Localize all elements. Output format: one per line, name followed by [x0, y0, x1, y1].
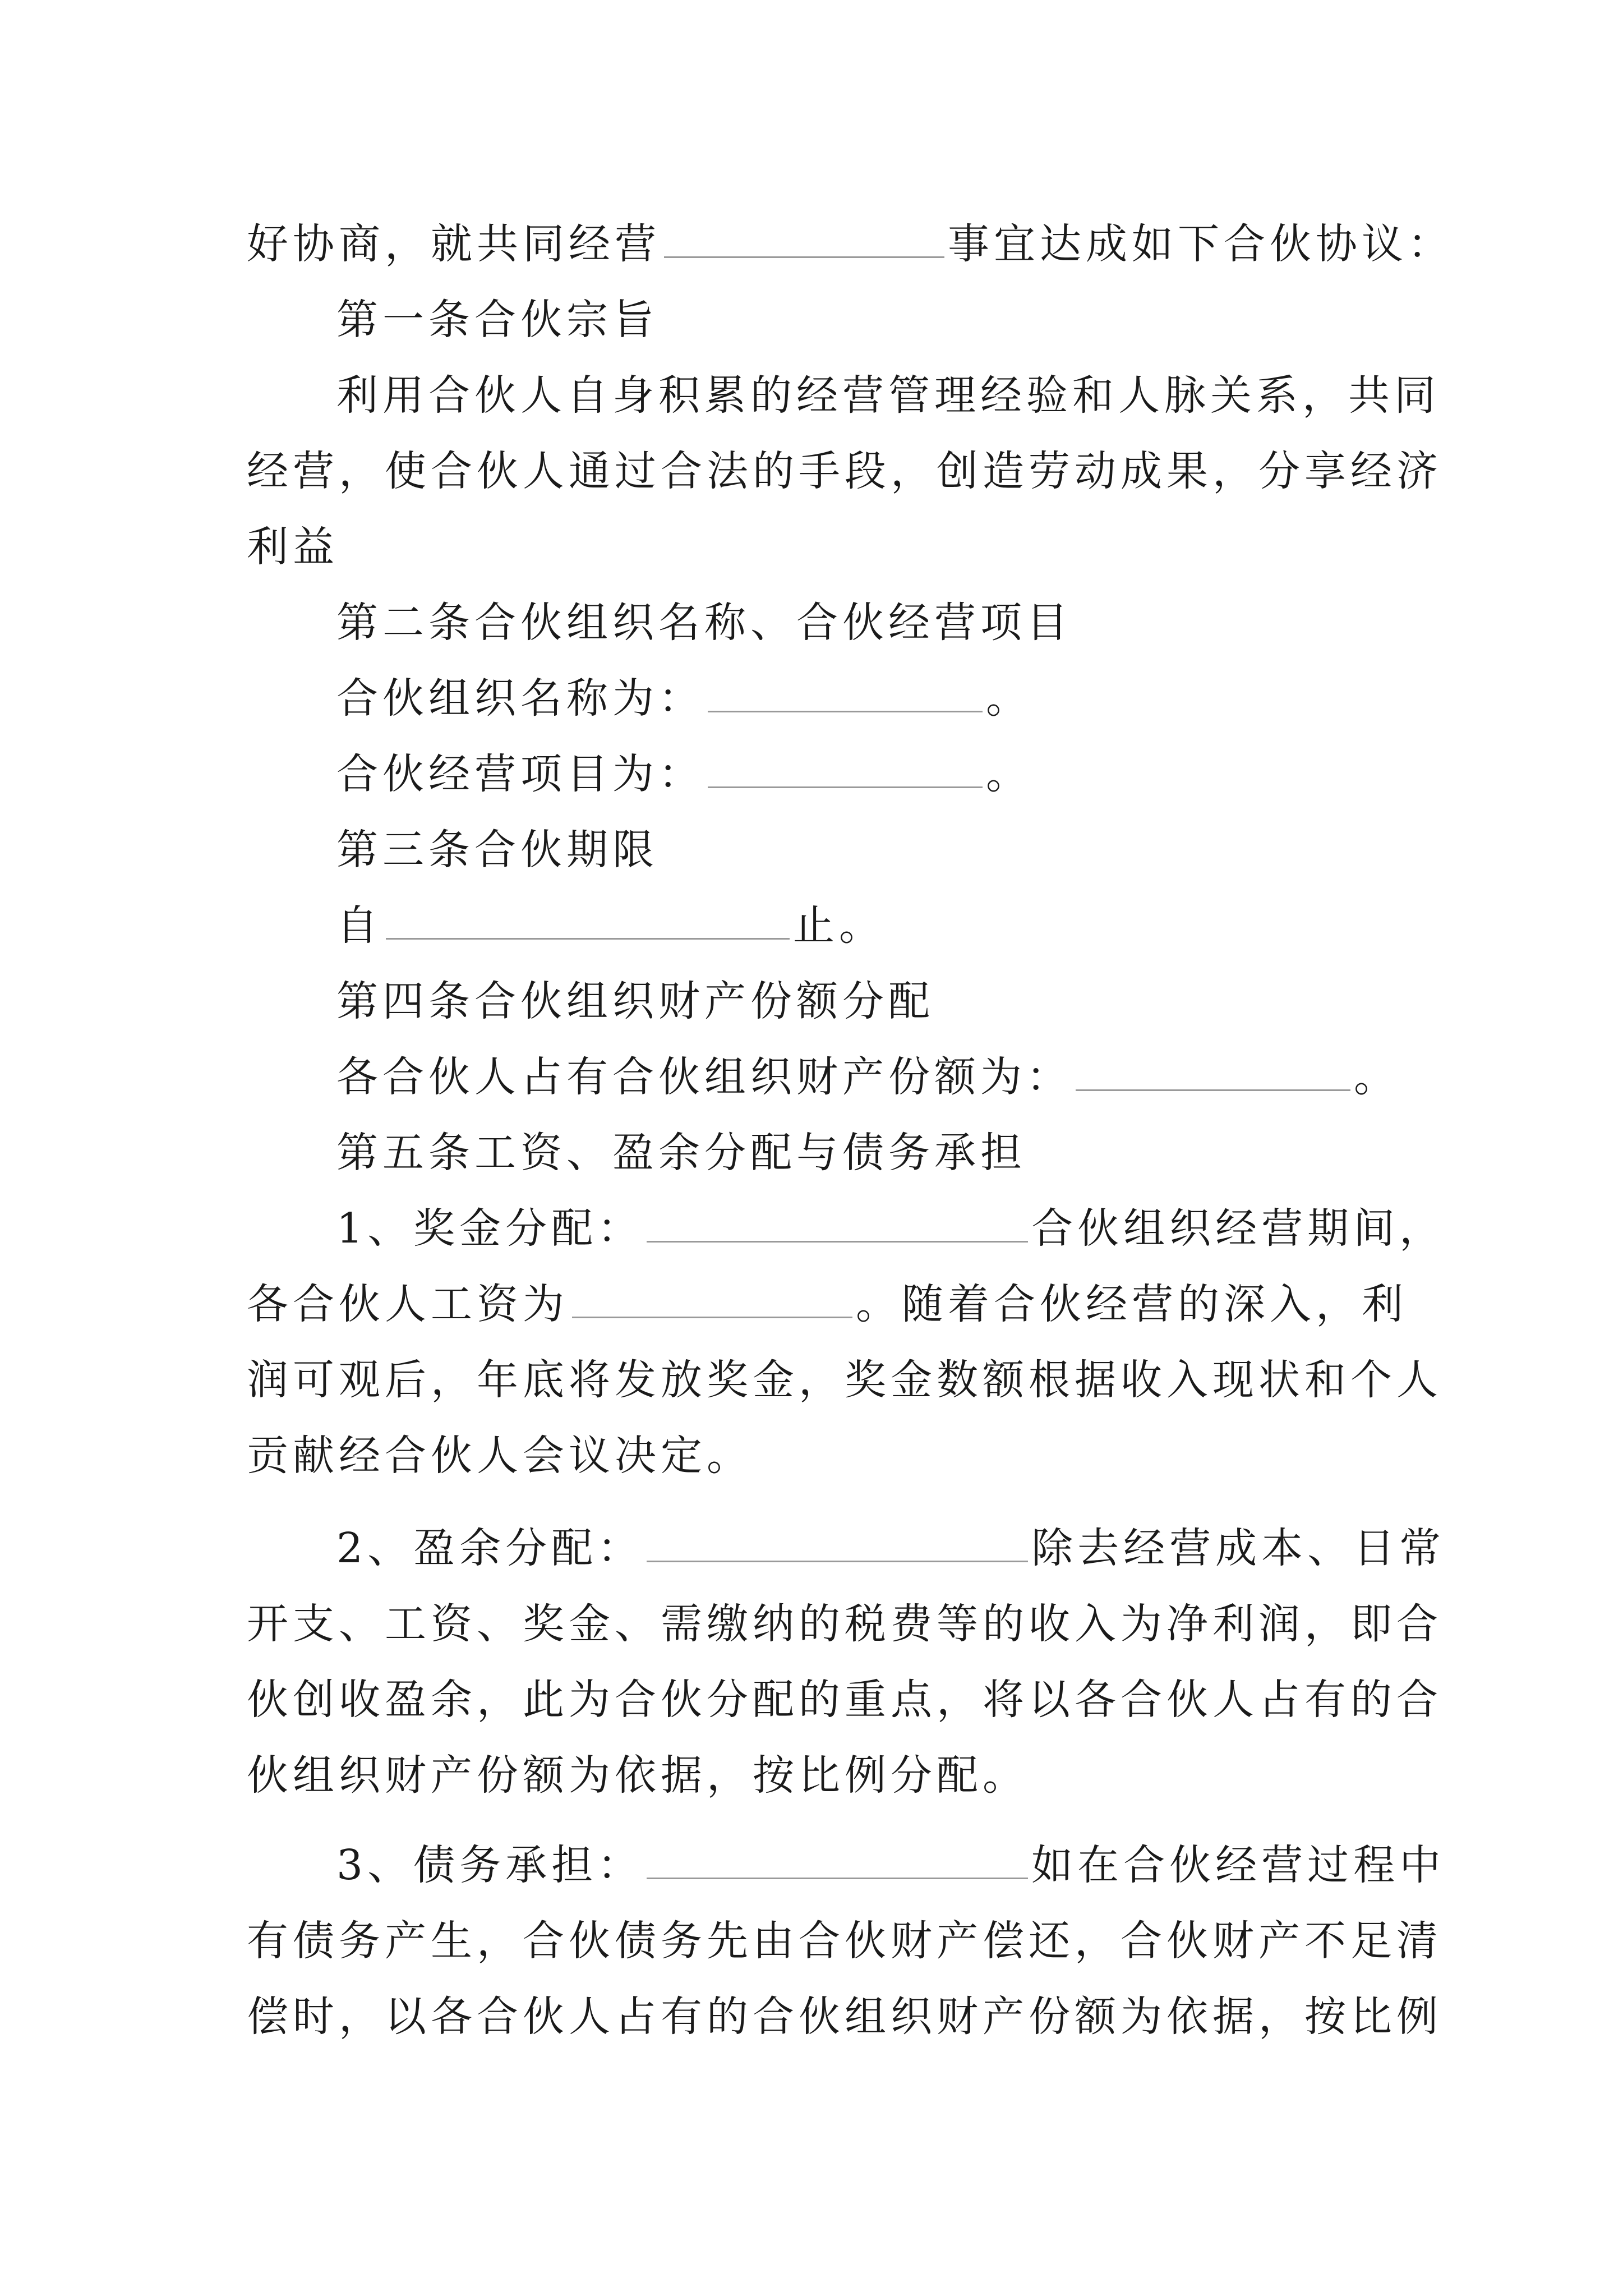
- fill-in-blank: [647, 1838, 1028, 1879]
- line-text: 润可观后，年底将发放奖金，奖金数额根据收入现状和个人: [247, 1356, 1442, 1404]
- fill-in-blank: [708, 671, 983, 712]
- fill-in-blank: [664, 217, 944, 258]
- line-text: 各合伙人占有合伙组织财产份额为：: [336, 1053, 1072, 1101]
- text-line: [336, 1509, 1445, 1588]
- line-text: 如在合伙经营过程中: [1031, 1841, 1446, 1889]
- line-text: 合伙组织名称为：: [336, 674, 704, 723]
- line-text: 。随着合伙经营的深入，利: [856, 1280, 1408, 1328]
- line-text: 伙组织财产份额为依据，按比例分配。: [247, 1751, 1029, 1800]
- fill-in-blank: [572, 1277, 852, 1318]
- line-text: 1、奖金分配：: [336, 1204, 644, 1253]
- line-text: 自: [336, 901, 382, 950]
- line-text: 止。: [793, 901, 885, 950]
- line-text: 。: [986, 674, 1032, 723]
- fill-in-blank: [647, 1521, 1028, 1562]
- line-text: 好协商，就共同经营: [247, 220, 661, 268]
- line-text: 利益: [247, 523, 339, 571]
- text-line: [247, 1416, 753, 1495]
- text-line: [336, 1038, 1400, 1116]
- line-text: 贡献经合伙人会议决定。: [247, 1432, 753, 1480]
- text-line: [247, 1265, 1408, 1343]
- clause-heading: [336, 1114, 1026, 1192]
- text-line: [336, 356, 1440, 435]
- text-line: [247, 1736, 1029, 1815]
- text-line: [247, 205, 1454, 283]
- text-line: [247, 508, 339, 586]
- line-text: 合伙组织经营期间，: [1031, 1204, 1446, 1253]
- line-text: 经营，使合伙人通过合法的手段，创造劳动成果，分享经济: [247, 447, 1442, 495]
- fill-in-blank: [647, 1202, 1028, 1243]
- line-text: 有债务产生，合伙债务先由合伙财产偿还，合伙财产不足清: [247, 1917, 1442, 1965]
- text-line: [247, 1660, 1442, 1739]
- clause-heading: [336, 962, 934, 1041]
- fill-in-blank: [1076, 1050, 1350, 1091]
- clause-heading-text: 第二条合伙组织名称、合伙经营项目: [336, 599, 1072, 647]
- fill-in-blank: [708, 747, 983, 788]
- text-line: [336, 1189, 1445, 1268]
- text-line: [247, 1977, 1442, 2056]
- line-text: 事宜达成如下合伙协议：: [948, 220, 1454, 268]
- text-line: [247, 432, 1442, 510]
- clause-heading: [336, 280, 658, 359]
- line-text: 3、债务承担：: [336, 1841, 644, 1889]
- line-text: 合伙经营项目为：: [336, 750, 704, 798]
- fill-in-blank: [386, 899, 790, 940]
- text-line: [336, 1826, 1445, 1904]
- clause-heading-text: 第五条工资、盈余分配与债务承担: [336, 1129, 1026, 1177]
- line-text: 各合伙人工资为: [247, 1280, 569, 1328]
- clause-heading-text: 第三条合伙期限: [336, 826, 658, 874]
- clause-heading: [336, 583, 1072, 662]
- line-text: 。: [986, 750, 1032, 798]
- clause-heading: [336, 811, 658, 889]
- line-text: 伙创收盈余，此为合伙分配的重点，将以各合伙人占有的合: [247, 1676, 1442, 1724]
- line-text: 开支、工资、奖金、需缴纳的税费等的收入为净利润，即合: [247, 1600, 1442, 1648]
- clause-heading-text: 第四条合伙组织财产份额分配: [336, 977, 934, 1025]
- text-line: [336, 659, 1032, 738]
- line-text: 2、盈余分配：: [336, 1524, 644, 1572]
- text-line: [247, 1341, 1442, 1419]
- line-text: 。: [1354, 1053, 1400, 1101]
- text-line: [247, 1585, 1442, 1663]
- text-line: [336, 735, 1032, 813]
- clause-heading-text: 第一条合伙宗旨: [336, 296, 658, 344]
- line-text: 利用合伙人自身积累的经营管理经验和人脉关系，共同: [336, 371, 1440, 420]
- text-line: [336, 886, 885, 965]
- line-text: 偿时，以各合伙人占有的合伙组织财产份额为依据，按比例: [247, 1993, 1442, 2041]
- text-line: [247, 1902, 1442, 1980]
- line-text: 除去经营成本、日常: [1031, 1524, 1446, 1572]
